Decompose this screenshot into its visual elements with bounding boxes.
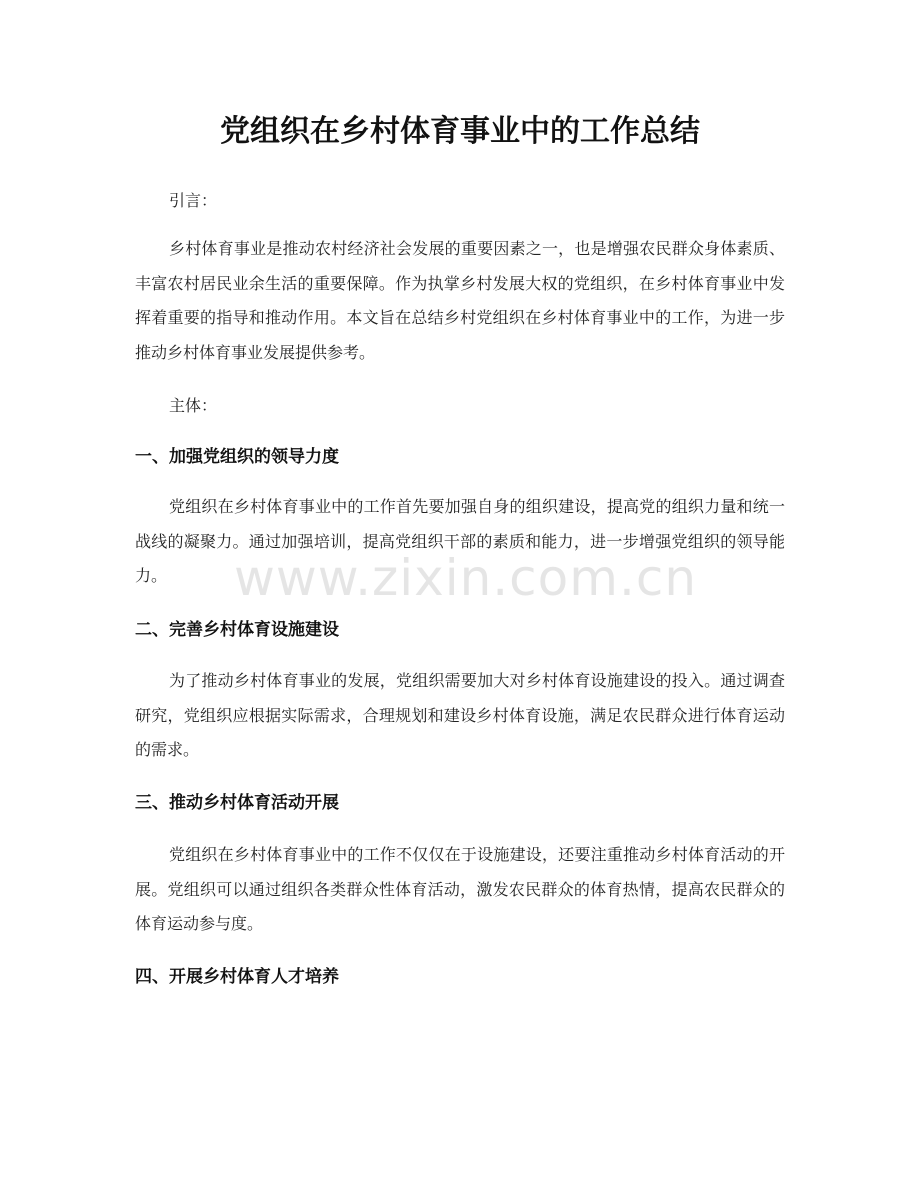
section-paragraph-3: 党组织在乡村体育事业中的工作不仅仅在于设施建设，还要注重推动乡村体育活动的开展。党组织可以通过组织各类群众性体育活动，激发农民群众的体育热情，提高农民群众的体育运动参与度。: [135, 845, 785, 933]
section-heading-4: 四、开展乡村体育人才培养: [135, 967, 339, 987]
page-title: 党组织在乡村体育事业中的工作总结: [220, 114, 700, 149]
section-heading-3: 三、推动乡村体育活动开展: [135, 793, 339, 813]
watermark-text: www.zixin.com.cn: [234, 549, 698, 607]
section-heading-2: 二、完善乡村体育设施建设: [135, 620, 339, 640]
section-paragraph-1: 党组织在乡村体育事业中的工作首先要加强自身的组织建设，提高党的组织力量和统一战线的凝聚力。通过加强培训，提高党组织干部的素质和能力，进一步增强党组织的领导能力。: [135, 497, 785, 585]
intro-label: 引言：: [169, 191, 218, 210]
section-heading-1: 一、加强党组织的领导力度: [135, 447, 339, 467]
section-paragraph-2: 为了推动乡村体育事业的发展，党组织需要加大对乡村体育设施建设的投入。通过调查研究，党组织应根据实际需求，合理规划和建设乡村体育设施，满足农民群众进行体育运动的需求。: [135, 671, 785, 759]
intro-paragraph: 乡村体育事业是推动农村经济社会发展的重要因素之一，也是增强农民群众身体素质、丰富农村居民业余生活的重要保障。作为执掌乡村发展大权的党组织，在乡村体育事业中发挥着重要的指导和推动作用。本文旨在总结乡村党组织在乡村体育事业中的工作，为进一步推动乡村体育事业发展提供参考。: [135, 239, 785, 362]
body-label: 主体：: [169, 396, 218, 415]
